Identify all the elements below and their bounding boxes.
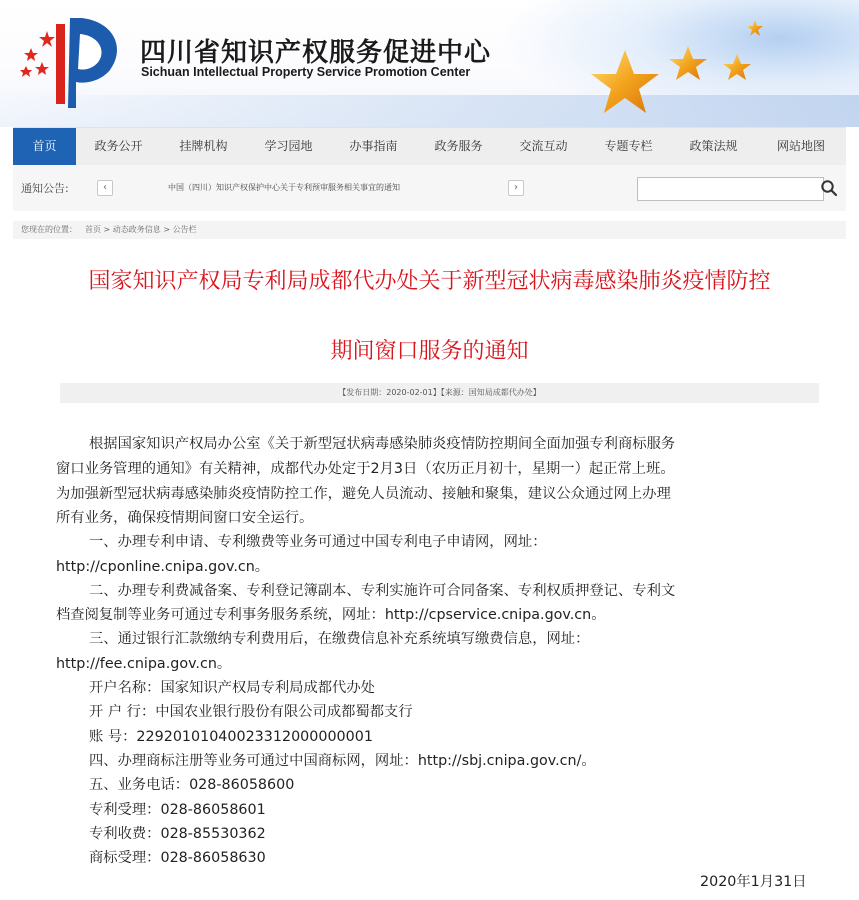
account-name: 开户名称：国家知识产权局专利局成都代办处 — [89, 680, 375, 696]
account-bank: 开 户 行：中国农业银行股份有限公司成都蜀都支行 — [89, 704, 413, 720]
nav-item-home[interactable]: 首页 — [13, 128, 76, 165]
body-line: 档查阅复制等业务可通过专利事务服务系统，网址：http://cpservice.cnipa.gov.cn。 — [56, 607, 606, 623]
search-input[interactable] — [637, 177, 824, 201]
phone-business: 五、业务电话：028-86058600 — [89, 777, 295, 793]
notice-next-button[interactable] — [508, 180, 524, 196]
breadcrumb-home-link[interactable]: 首页 — [85, 225, 101, 234]
article-meta: 【发布日期：2020-02-01】【来源：国知局成都代办处】 — [60, 383, 819, 403]
notice-prev-button[interactable] — [97, 180, 113, 196]
body-line: 所有业务，确保疫情期间窗口安全运行。 — [56, 510, 314, 526]
chevron-left-icon: ‹ — [103, 182, 107, 193]
body-line: 三、通过银行汇款缴纳专利费用后，在缴费信息补充系统填写缴费信息，网址： — [89, 631, 590, 647]
nav-item-topics[interactable]: 专题专栏 — [604, 139, 653, 153]
body-link[interactable]: http://cponline.cnipa.gov.cn。 — [56, 559, 270, 575]
breadcrumb-level2-link[interactable]: 公告栏 — [172, 225, 197, 234]
phone-trademark: 商标受理：028-86058630 — [89, 850, 266, 866]
notice-link[interactable]: 中国（四川）知识产权保护中心关于专利预审服务相关事宜的通知 — [168, 183, 400, 192]
body-link[interactable]: http://fee.cnipa.gov.cn。 — [56, 656, 232, 672]
breadcrumb — [13, 221, 846, 239]
article-title-line2: 期间窗口服务的通知 — [330, 339, 529, 364]
gold-stars-icon — [585, 10, 775, 122]
breadcrumb-level1-link[interactable]: 动态政务信息 — [112, 225, 161, 234]
nav-item-services[interactable]: 政务服务 — [434, 139, 483, 153]
breadcrumb-separator: > — [101, 225, 113, 234]
nav-item-guide[interactable]: 办事指南 — [349, 139, 398, 153]
nav-item-learning[interactable]: 学习园地 — [264, 139, 313, 153]
nav-item-interaction[interactable]: 交流互动 — [519, 139, 568, 153]
search-icon[interactable] — [820, 179, 838, 197]
phone-patent-fees: 专利收费：028-85530362 — [89, 826, 266, 842]
chevron-right-icon: › — [514, 182, 518, 193]
body-line: 根据国家知识产权局办公室《关于新型冠状病毒感染肺炎疫情防控期间全面加强专利商标服务 — [89, 436, 676, 452]
site-title: 四川省知识产权服务促进中心 — [140, 38, 492, 68]
body-line: 一、办理专利申请、专利缴费等业务可通过中国专利电子申请网，网址： — [89, 534, 547, 550]
account-number: 账 号：22920101040023312000000001 — [89, 729, 373, 745]
site-logo-icon[interactable] — [14, 12, 138, 120]
body-line: 二、办理专利费减备案、专利登记簿副本、专利实施许可合同备案、专利权质押登记、专利文 — [89, 583, 676, 599]
breadcrumb-separator: > — [160, 225, 173, 234]
nav-item-listed-institutions[interactable]: 挂牌机构 — [179, 139, 228, 153]
body-line: 四、办理商标注册等业务可通过中国商标网，网址：http://sbj.cnipa.gov.cn/。 — [89, 753, 596, 769]
notice-label: 通知公告: — [21, 182, 69, 195]
notice-bar — [13, 165, 846, 211]
site-subtitle: Sichuan Intellectual Property Service Promotion Center — [141, 65, 471, 79]
breadcrumb-prefix: 您现在的位置： — [21, 225, 77, 234]
body-line: 窗口业务管理的通知》有关精神，成都代办处定于2月3日（农历正月初十，星期一）起正常上班。 — [56, 461, 675, 477]
main-nav — [13, 127, 846, 166]
phone-patent-acceptance: 专利受理：028-86058601 — [89, 802, 266, 818]
article-title-line1: 国家知识产权局专利局成都代办处关于新型冠状病毒感染肺炎疫情防控 — [88, 269, 771, 294]
body-line: 为加强新型冠状病毒感染肺炎疫情防控工作，避免人员流动、接触和聚集，建议公众通过网上办理 — [56, 486, 671, 502]
nav-item-government-affairs[interactable]: 政务公开 — [94, 139, 143, 153]
article-date: 2020年1月31日 — [700, 874, 807, 890]
nav-item-sitemap[interactable]: 网站地图 — [776, 139, 825, 153]
site-banner — [0, 0, 859, 127]
nav-item-regulations[interactable]: 政策法规 — [689, 139, 738, 153]
